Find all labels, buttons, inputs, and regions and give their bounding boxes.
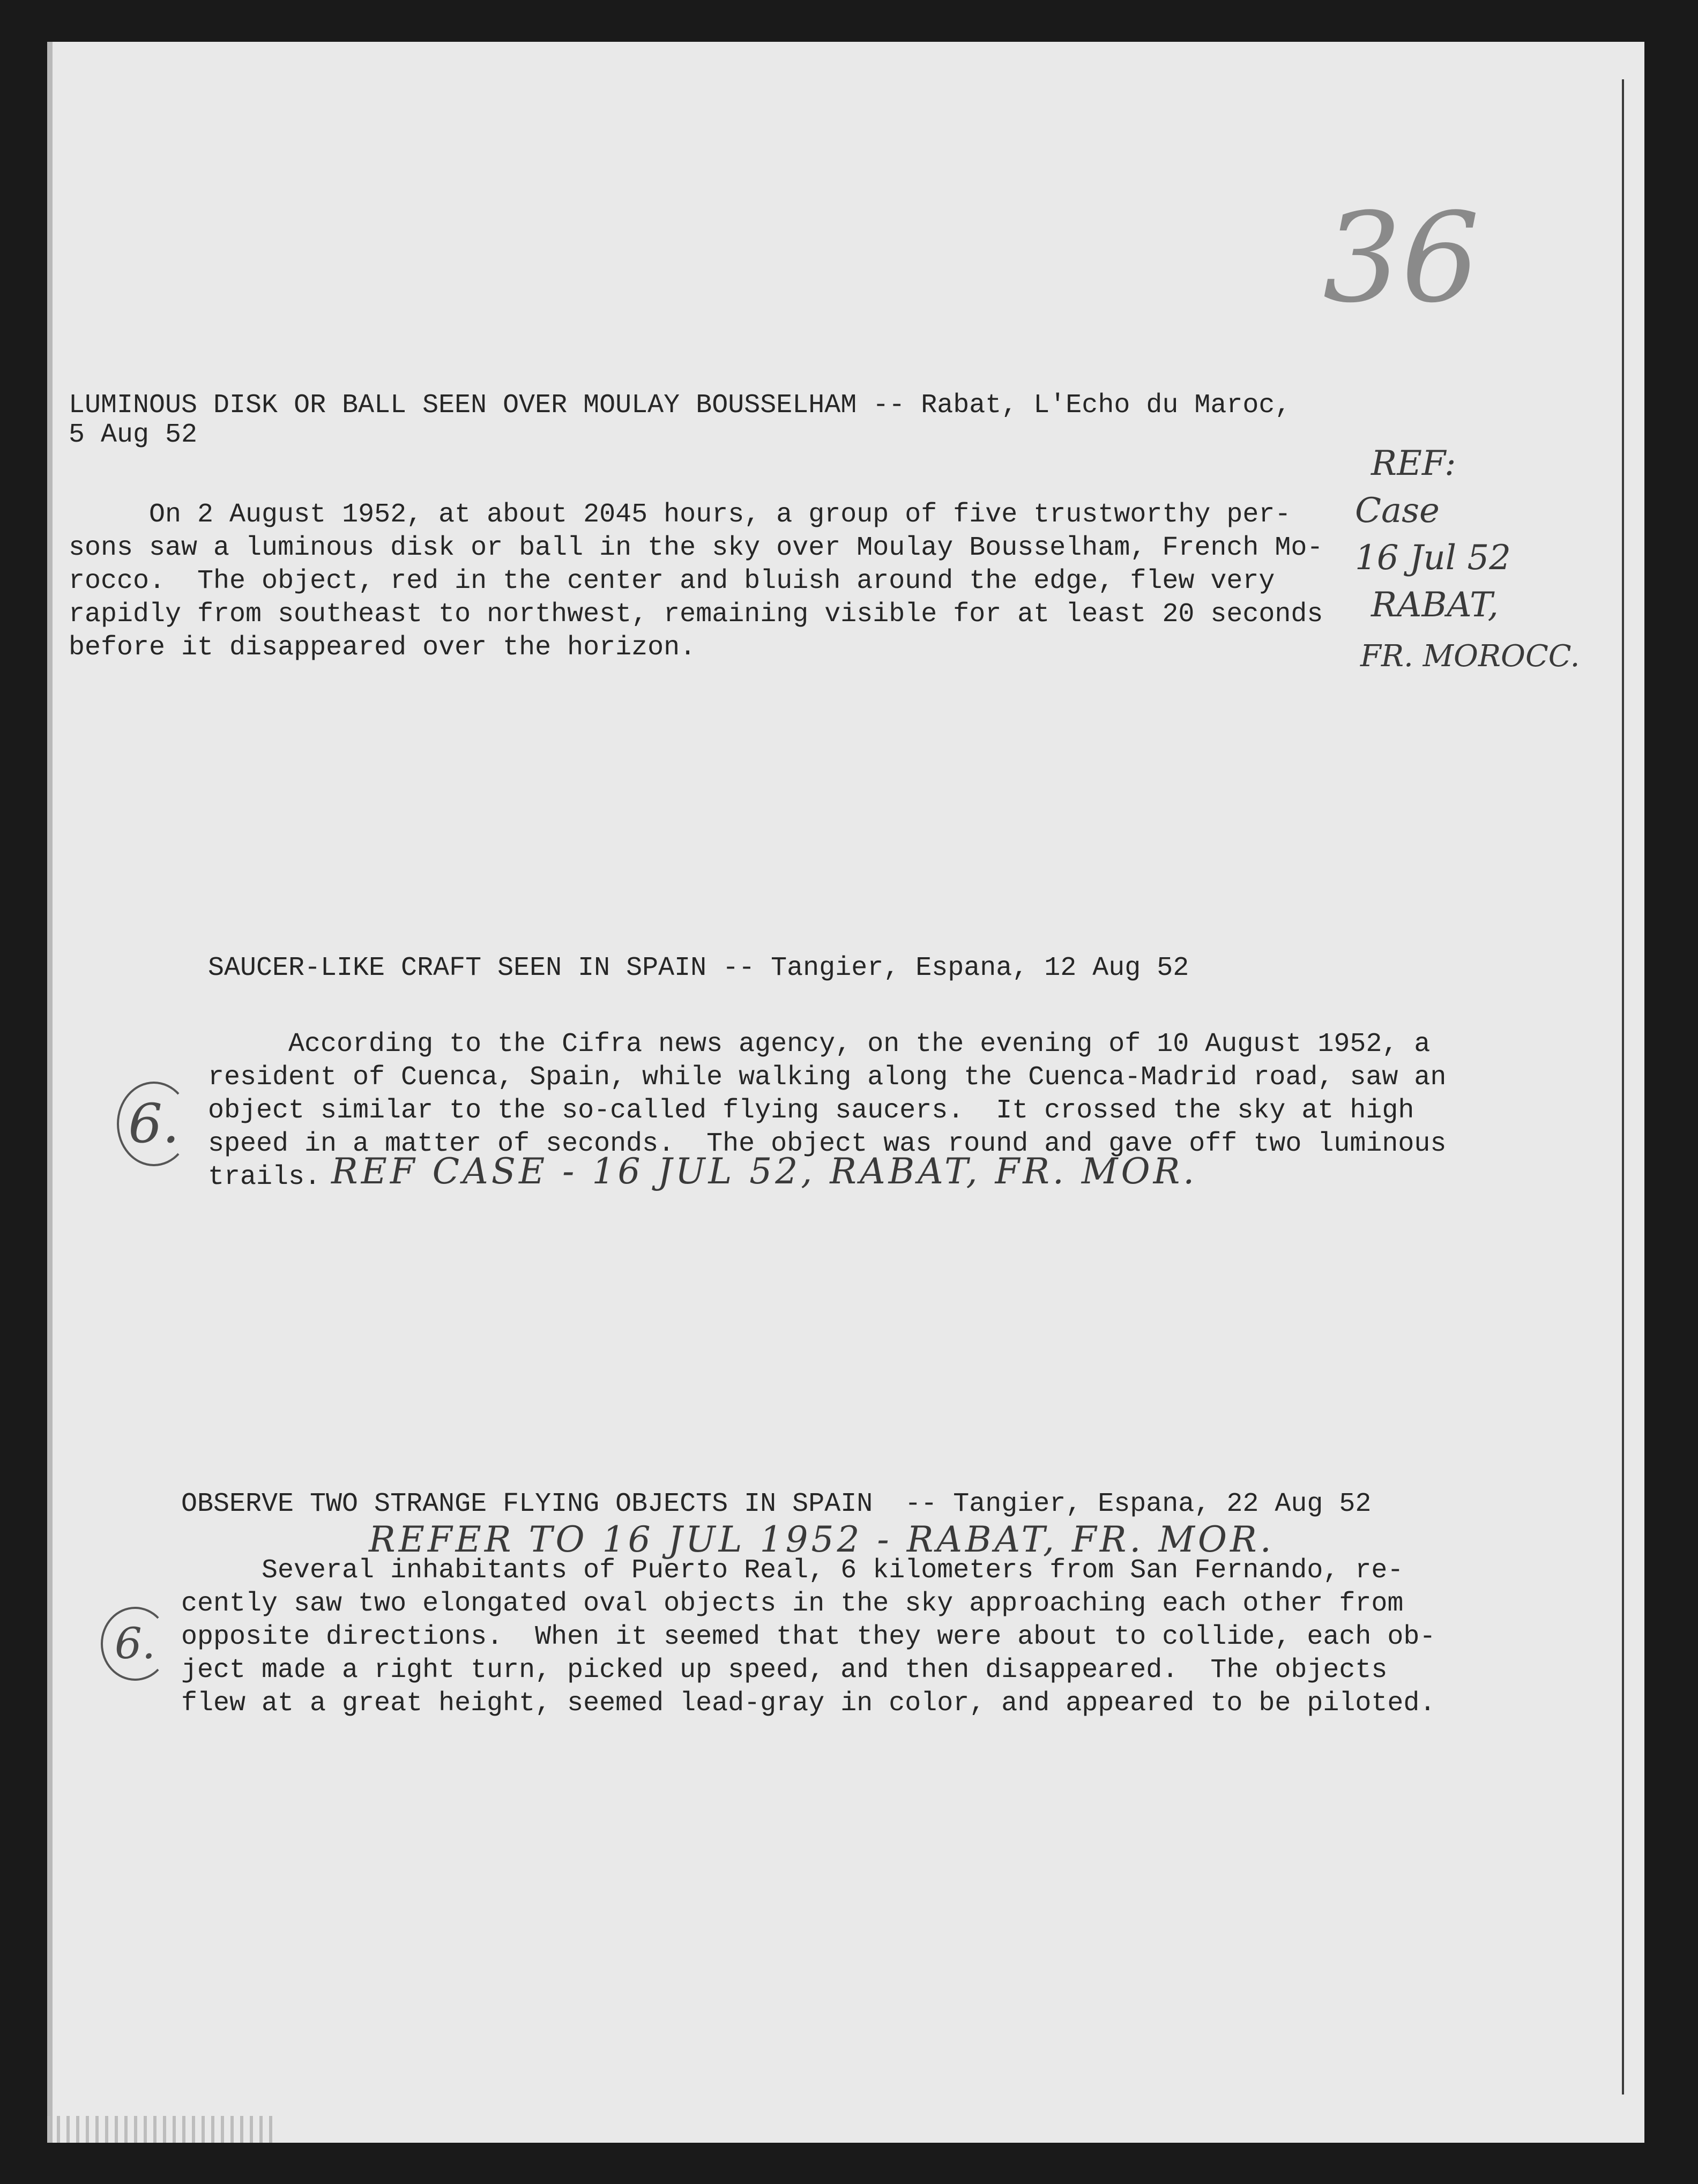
article-2-body-line: object similar to the so-called flying saucers. It crossed the sky at high (208, 1095, 1414, 1126)
article-1-body-line: On 2 August 1952, at about 2045 hours, a group of five trustworthy per- (69, 500, 1291, 530)
article-2-body-line: According to the Cifra news agency, on the evening of 10 August 1952, a (208, 1029, 1431, 1060)
article-2-handwritten-note: REF CASE - 16 JUL 52, RABAT, FR. MOR. (331, 1151, 1198, 1192)
article-2-body-line: resident of Cuenca, Spain, while walking along the Cuenca-Madrid road, saw an (208, 1062, 1447, 1093)
article-3-handwritten-note: REFER TO 16 JUL 1952 - RABAT, FR. MOR. (369, 1519, 1275, 1560)
article-1-heading-line-1: LUMINOUS DISK OR BALL SEEN OVER MOULAY BOUSSELHAM -- Rabat, L'Echo du Maroc, (69, 390, 1291, 421)
article-1-body-line: rocco. The object, red in the center and bluish around the edge, flew very (69, 566, 1275, 597)
side-note-line: FR. MOROCC. (1360, 639, 1580, 674)
article-1-body-line: before it disappeared over the horizon. (69, 632, 696, 663)
article-2-body-line: speed in a matter of seconds. The object was round and gave off two luminous (208, 1129, 1447, 1159)
article-3-body-line: ject made a right turn, picked up speed, and then disappeared. The objects (181, 1655, 1388, 1686)
article-3-body-line: cently saw two elongated oval objects in the sky approaching each other from (181, 1589, 1404, 1619)
article-2-body-line: trails. (208, 1162, 321, 1192)
article-3-body-line: opposite directions. When it seemed that they were about to collide, each ob- (181, 1622, 1436, 1652)
article-3-body-line: flew at a great height, seemed lead-gray in color, and appeared to be piloted. (181, 1688, 1436, 1719)
margin-rule (1622, 79, 1624, 2094)
circled-number-mark: 6. (117, 1082, 191, 1166)
article-3-body-line: Several inhabitants of Puerto Real, 6 kilometers from San Fernando, re- (181, 1555, 1404, 1586)
side-note-line: Case (1355, 491, 1440, 531)
side-note-line: 16 Jul 52 (1355, 538, 1511, 578)
side-note-line: REF: (1371, 444, 1456, 483)
article-1-body-line: sons saw a luminous disk or ball in the sky over Moulay Bousselham, French Mo- (69, 533, 1323, 563)
article-1-heading-line-2: 5 Aug 52 (69, 420, 198, 450)
article-2-heading: SAUCER-LIKE CRAFT SEEN IN SPAIN -- Tangier, Espana, 12 Aug 52 (208, 953, 1189, 983)
document-page (47, 42, 1644, 2143)
page-number: 36 (1323, 187, 1480, 330)
side-note-line: RABAT, (1371, 585, 1499, 625)
article-3-heading: OBSERVE TWO STRANGE FLYING OBJECTS IN SPAIN -- Tangier, Espana, 22 Aug 52 (181, 1489, 1372, 1519)
article-1-body-line: rapidly from southeast to northwest, remaining visible for at least 20 seconds (69, 599, 1323, 630)
scan-artifacts (47, 2116, 272, 2143)
scan-edge-shadow (47, 42, 53, 2143)
circled-number-mark: 6. (101, 1607, 169, 1681)
